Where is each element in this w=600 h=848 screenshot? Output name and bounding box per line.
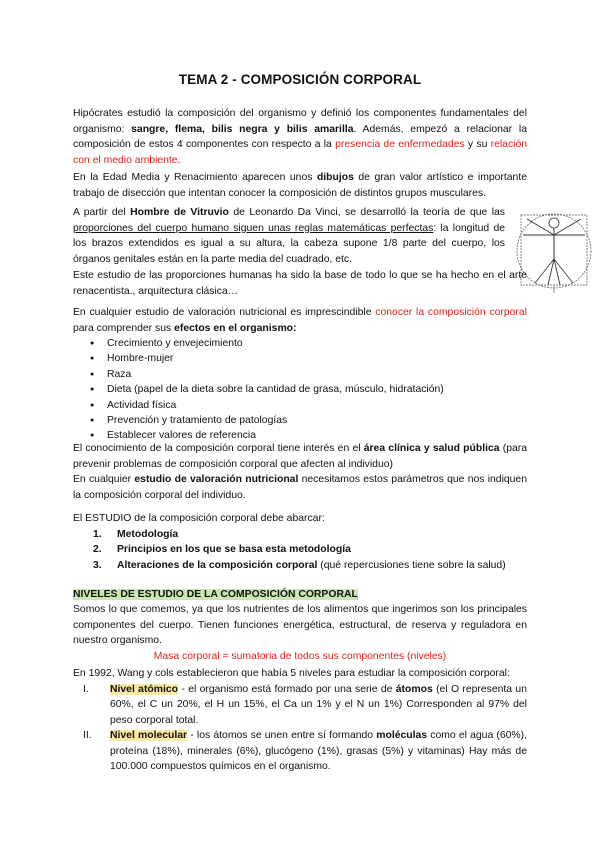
list-item: II. Nivel molecular - los átomos se unen entre sí formando moléculas como el agua (60%), proteína (18%), minerales (6%), glucógeno (1%), grasas (5%) y vitaminas) Hay más de 100.000 compuestos químicos en el organismo. [83,730,528,773]
paragraph-vitruvio: A partir del Hombre de Vitruvio de Leonardo Da Vinci, se desarrolló la teoría de que las proporciones del cuerpo humano siguen unas reglas matemáticas perfectas: la longitud de los brazos extendidos es igual a su altura, la cabeza supone 1/8 parte del cuerpo, los órganos genitales están en la parte media del cuadrado, etc. [73,207,505,265]
list-item: ● Raza [73,367,444,382]
section-heading: NIVELES DE ESTUDIO DE LA COMPOSICIÓN CORPORAL [73,589,358,600]
list-item: ● Actividad física [73,398,444,413]
paragraph-somos: Somos lo que comemos, ya que los nutrientes de los alimentos que ingerimos son los principales componentes del cuerpo. Tienen funciones energética, estructural, de reserva y reguladora en nuestro organismo. [73,604,527,647]
list-item: I. Nivel atómico - el organismo está formado por una serie de átomos (el O representa un 60%, el C un 20%, el H un 15%, el Ca un 1% y el N un 1%) Corresponden al 97% del peso corporal total. [83,684,527,726]
paragraph-estudio-abarcar: El ESTUDIO de la composición corporal debe abarcar: [73,513,325,524]
list-item: 2. Principios en los que se basa esta metodología [93,544,351,556]
study-scope-list [73,527,506,573]
list-item: ● Prevención y tratamiento de patologías [73,413,444,428]
paragraph-wang: En 1992, Wang y cols establecieron que había 5 niveles para estudiar la composición corporal: [73,668,510,679]
list-item: 3. Alteraciones de la composición corporal (qué repercusiones tiene sobre la salud) [93,559,506,571]
formula-masa-corporal: Masa corporal = sumatoria de todos sus componentes (niveles) [153,651,447,662]
paragraph-edad-media: En la Edad Media y Renacimiento aparecen unos dibujos de gran valor artístico e importante trabajo de disección que intentan conocer la composición de distintos grupos musculares. [73,172,527,199]
paragraph-hipocrates: Hipócrates estudió la composición del organismo y definió los componentes fundamentales del organismo: sangre, flema, bilis negra y bilis amarilla. Además, empezó a relacionar la composición de estos 4 componentes con respecto a la presencia de enfermedades y su relación con el medio ambiente. [73,108,528,166]
paragraph-area-clinica: El conocimiento de la composición corporal tiene interés en el área clínica y salud pública (para prevenir problemas de composición corporal que afecten al individuo) [73,443,527,470]
list-item: 1. Metodología [93,529,179,540]
page-title: TEMA 2 - COMPOSICIÓN CORPORAL [178,72,422,87]
list-item: ● Dieta (papel de la dieta sobre la cantidad de grasa, músculo, hidratación) [73,382,444,397]
paragraph-renacimiento: Este estudio de las proporciones humanas ha sido la base de todo lo que se ha hecho en el arte renacentista., arquitectura clásica… [73,270,527,297]
list-item: ● Hombre-mujer [73,351,444,366]
levels-list [73,682,527,774]
list-item: ● Crecimiento y envejecimiento [73,336,444,351]
factors-list [73,336,444,444]
list-item: ● Establecer valores de referencia [73,428,444,443]
paragraph-estudio-valoracion: En cualquier estudio de valoración nutricional necesitamos estos parámetros que nos indiquen la composición corporal del individuo. [73,474,527,501]
paragraph-valoracion: En cualquier estudio de valoración nutricional es imprescindible conocer la composición corporal para comprender sus efectos en el organismo: [73,307,527,334]
